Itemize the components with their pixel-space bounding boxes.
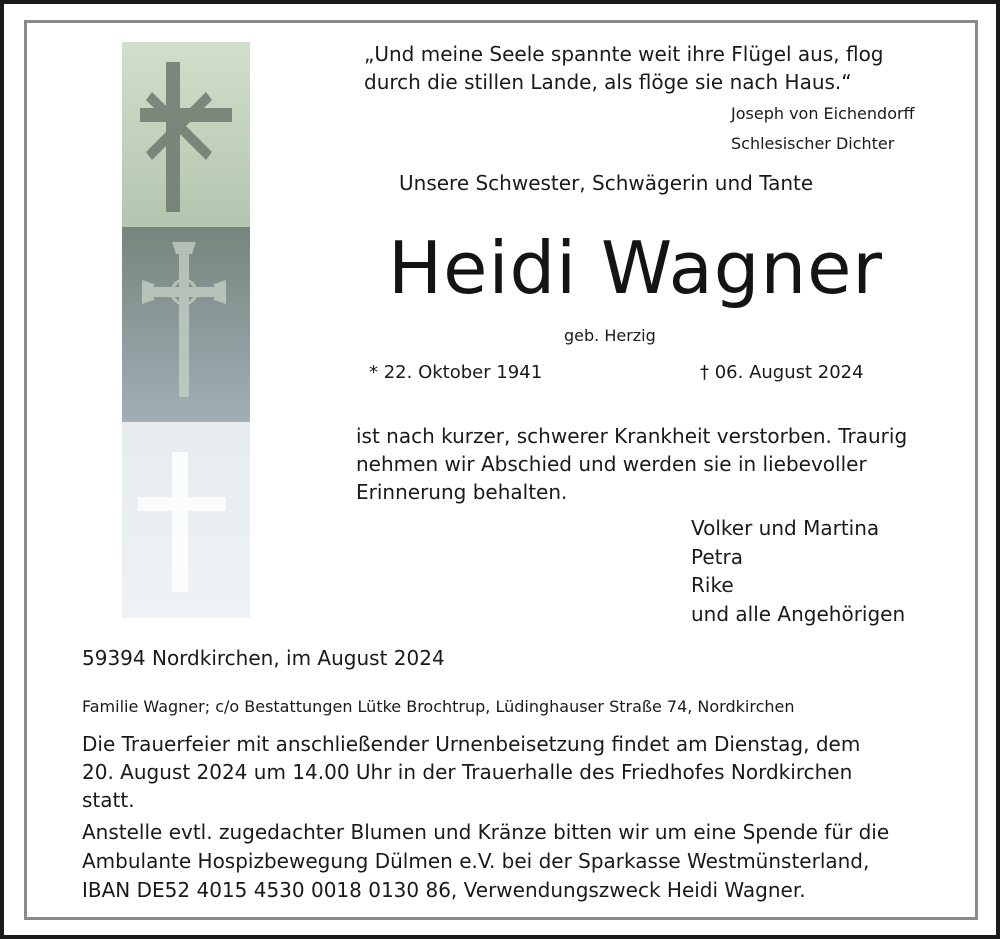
message-line-2: nehmen wir Abschied und werden sie in liebevoller bbox=[356, 452, 867, 476]
ceremony-line-1: Die Trauerfeier mit anschließender Urnenbeisetzung findet am Dienstag, dem bbox=[82, 732, 861, 756]
signer: Volker und Martina bbox=[691, 516, 880, 540]
donation-line-1: Anstelle evtl. zugedachter Blumen und Kränze bitten wir um eine Spende für die bbox=[82, 820, 890, 844]
birth-date: * 22. Oktober 1941 bbox=[369, 362, 543, 383]
quote-line-2: durch die stillen Lande, als flöge sie nach Haus.“ bbox=[364, 70, 852, 94]
family-address: Familie Wagner; c/o Bestattungen Lütke Brochtrup, Lüdinghauser Straße 74, Nordkirchen bbox=[82, 697, 795, 716]
quote-attribution bbox=[731, 99, 915, 159]
signer: Petra bbox=[691, 544, 743, 569]
donation-line-2: Ambulante Hospizbewegung Dülmen e.V. bei der Sparkasse Westmünsterland, bbox=[82, 849, 870, 873]
message-line-1: ist nach kurzer, schwerer Krankheit verstorben. Traurig bbox=[356, 424, 908, 448]
message-line-3: Erinnerung behalten. bbox=[356, 480, 568, 504]
signer: Rike bbox=[691, 573, 734, 597]
place-date: 59394 Nordkirchen, im August 2024 bbox=[82, 646, 445, 670]
relationship-intro: Unsere Schwester, Schwägerin und Tante bbox=[399, 171, 814, 195]
ceremony-line-2: 20. August 2024 um 14.00 Uhr in der Trauerhalle des Friedhofes Nordkirchen bbox=[82, 760, 853, 784]
quote-author-title: Schlesischer Dichter bbox=[731, 134, 895, 153]
quote-author: Joseph von Eichendorff bbox=[731, 104, 915, 123]
signers-list bbox=[691, 514, 905, 628]
quote bbox=[364, 40, 884, 96]
quote-line-1: „Und meine Seele spannte weit ihre Flügel aus, flog bbox=[364, 42, 884, 66]
birth-name: geb. Herzig bbox=[564, 326, 656, 345]
ceremony-info bbox=[82, 730, 860, 814]
obituary-message bbox=[356, 422, 907, 506]
cross-photo-strip bbox=[122, 42, 250, 618]
donation-line-3: IBAN DE52 4015 4530 0018 0130 86, Verwendungszweck Heidi Wagner. bbox=[82, 878, 806, 902]
death-date: † 06. August 2024 bbox=[700, 362, 864, 383]
signer: und alle Angehörigen bbox=[691, 601, 906, 626]
ceremony-line-3: statt. bbox=[82, 788, 135, 812]
deceased-name: Heidi Wagner bbox=[388, 226, 883, 310]
donation-info bbox=[82, 818, 889, 905]
